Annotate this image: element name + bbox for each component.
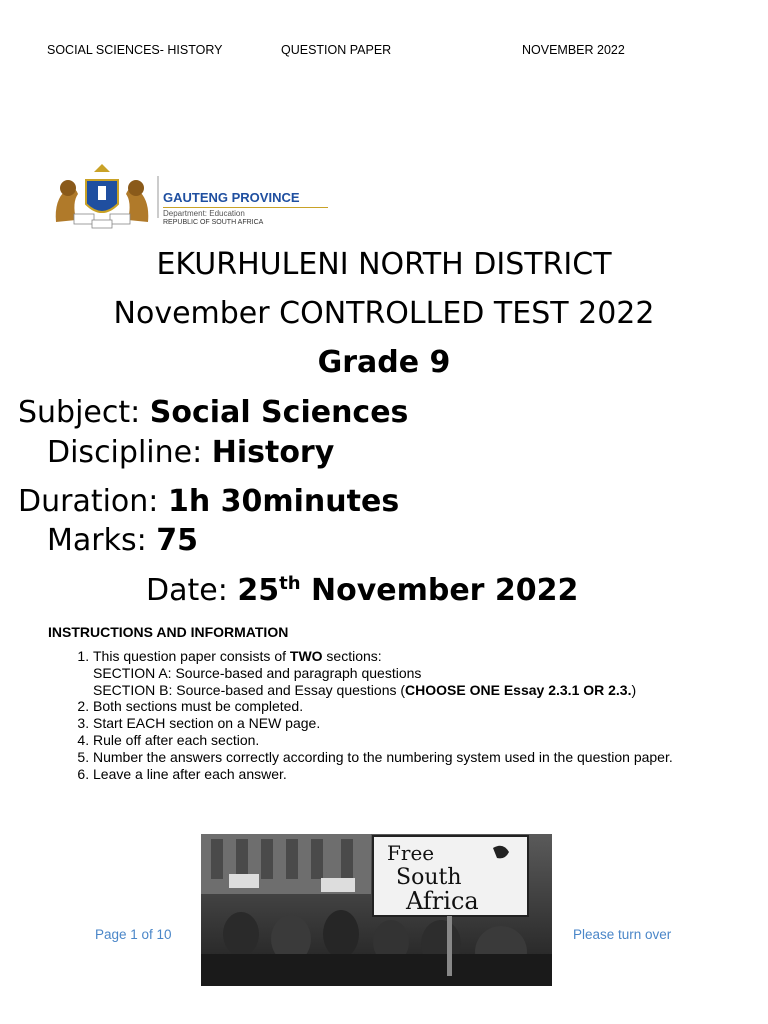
instruction-item: 3. Start EACH section on a NEW page. [93,715,753,732]
sign-line-3: Africa [406,887,479,915]
marks-value: 75 [156,523,198,558]
instructions-list [48,648,753,782]
section-a-text: SECTION A: Source-based and paragraph questions [93,664,422,681]
section-b-bold: CHOOSE ONE Essay 2.3.1 OR 2.3. [405,681,632,698]
subject-line [18,395,408,430]
discipline-line [47,435,334,470]
date-day: 25 [237,573,280,608]
date-line [146,573,578,608]
subject-label: Subject: [18,395,150,430]
gauteng-logo [48,162,338,230]
instruction-item: 4. Rule off after each section. [93,732,753,749]
logo-province: GAUTENG PROVINCE [163,190,300,205]
header-date: NOVEMBER 2022 [522,43,625,57]
discipline-value: History [211,435,335,470]
sign-line-1: Free [387,841,435,865]
sign-line-2: South [396,865,462,890]
duration-label: Duration: [18,484,168,519]
instruction-1-post: sections: [322,648,382,664]
section-b-line [93,682,753,699]
date-rest: November 2022 [300,573,579,608]
test-title: November CONTROLLED TEST 2022 [113,296,655,331]
header-subject: SOCIAL SCIENCES- HISTORY [47,43,223,57]
protest-photo [201,834,552,986]
discipline-label: Discipline: [47,435,212,470]
date-label: Date: [146,573,238,608]
instruction-item: 2. Both sections must be completed. [93,698,753,715]
duration-value: 1h 30minutes [167,484,400,519]
date-sup: th [279,573,301,594]
instruction-1-bold: TWO [289,648,323,664]
page-number: Page 1 of 10 [95,927,172,942]
logo-department: Department: Education [163,209,245,218]
section-b-text: SECTION B: Source-based and Essay questions ( [93,681,406,698]
instructions-heading: INSTRUCTIONS AND INFORMATION [48,624,289,640]
turn-over-note: Please turn over [573,927,672,942]
grade-title: Grade 9 [317,345,451,380]
protest-image-icon [201,834,552,986]
marks-label: Marks: [47,523,157,558]
duration-line [18,484,399,519]
instruction-item: 5. Number the answers correctly according to the numbering system used in the question paper. [93,749,753,766]
instruction-item [93,648,753,698]
logo-divider [163,207,328,208]
section-b-post: ) [631,681,637,698]
subject-value: Social Sciences [149,395,409,430]
header-paper-type: QUESTION PAPER [281,43,392,57]
district-title: EKURHULENI NORTH DISTRICT [156,247,612,282]
logo-country: REPUBLIC OF SOUTH AFRICA [163,219,264,226]
instruction-item: 6. Leave a line after each answer. [93,766,753,783]
instruction-1-text: This question paper consists of [93,648,290,664]
marks-line [47,523,198,558]
